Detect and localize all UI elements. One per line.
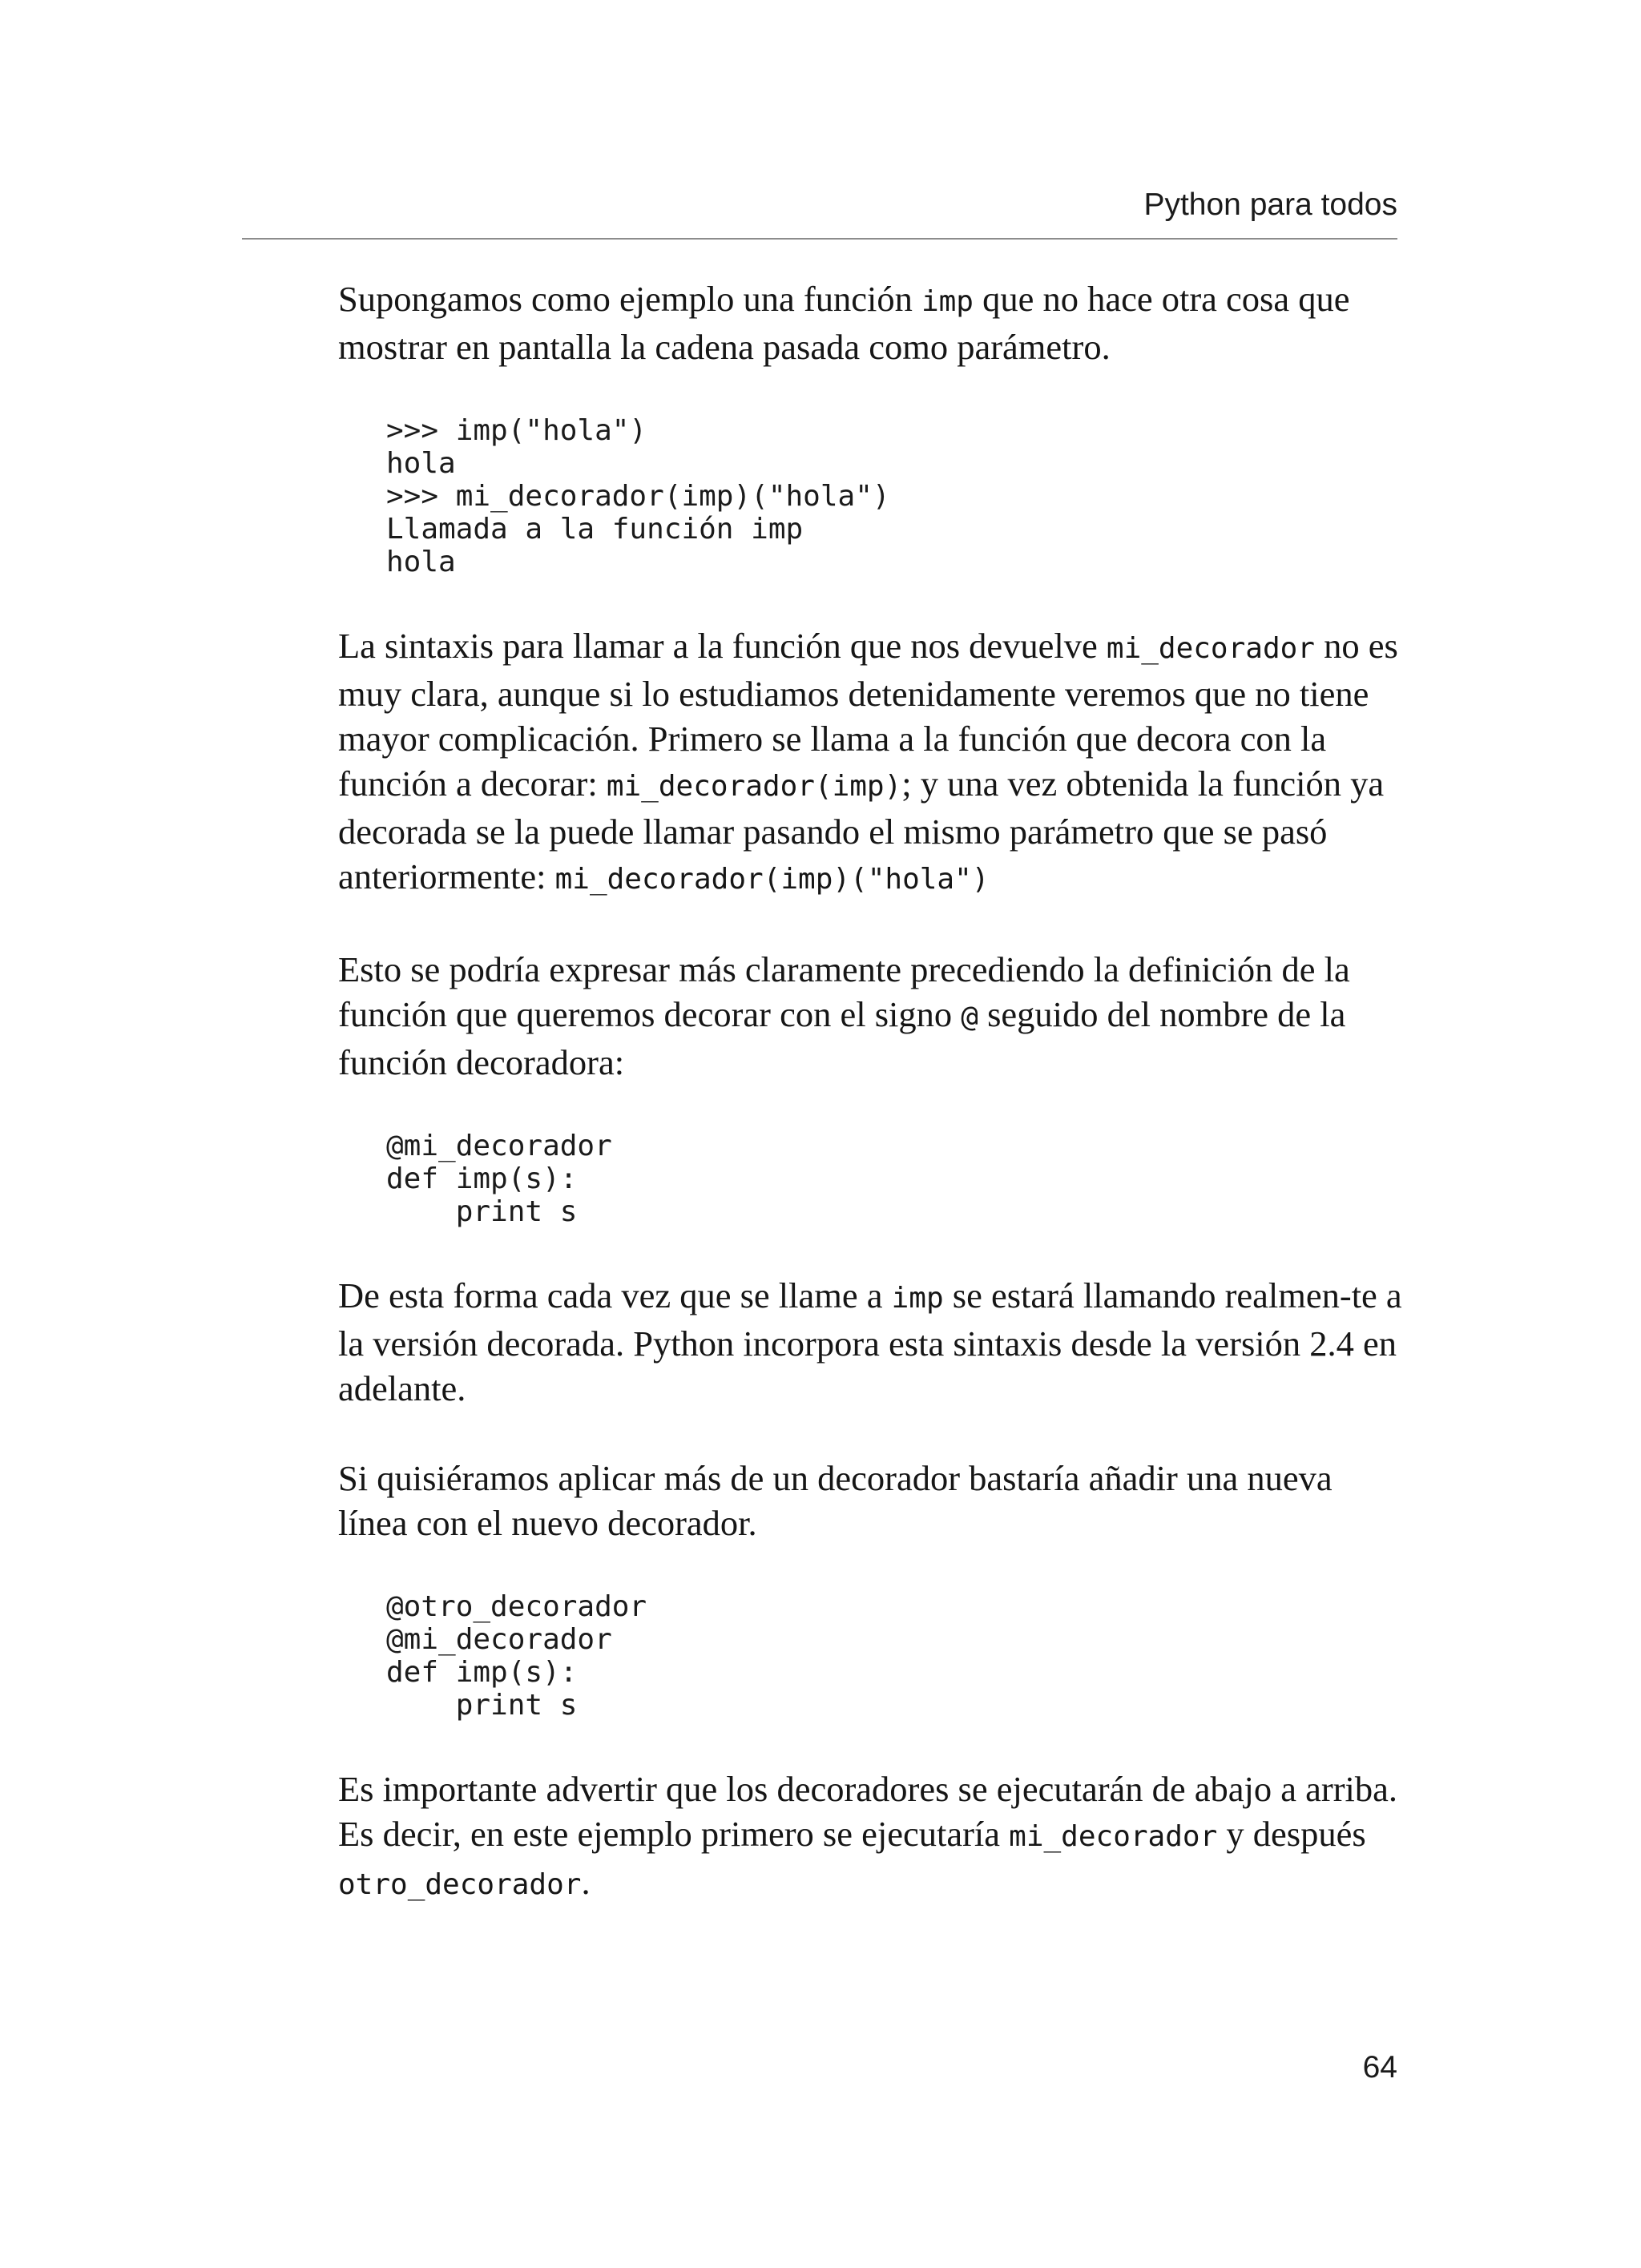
text-run: seguido del nombre de la función decoradora: [338, 994, 1346, 1082]
page-body [338, 276, 1402, 1907]
paragraph-5 [338, 1456, 1402, 1545]
paragraph-1 [338, 276, 1402, 369]
text-run: De esta forma cada vez que se llame a [338, 1275, 892, 1315]
text-run: Esto se podría expresar más claramente precediendo la definición de la función que queremos decorar con el signo [338, 949, 1350, 1034]
text-run: que no hace otra cosa que mostrar en pantalla la cadena pasada como parámetro. [338, 279, 1350, 367]
text-run: . [581, 1862, 591, 1902]
text-run: Es importante advertir que los decoradores se ejecutarán de abajo a arriba. Es decir, en este ejemplo primero se ejecutaría [338, 1769, 1398, 1854]
code-block-1: >>> imp("hola") hola >>> mi_decorador(imp)("hola") Llamada a la función imp hola [386, 414, 890, 578]
paragraph-4 [338, 1273, 1402, 1411]
inline-code: mi_decorador(imp)("hola") [554, 863, 990, 896]
inline-code: otro_decorador [338, 1868, 582, 1901]
page-number: 64 [1362, 2050, 1397, 2085]
running-header: Python para todos [1143, 187, 1397, 222]
text-run: La sintaxis para llamar a la función que nos devuelve [338, 626, 1107, 666]
paragraph-2 [338, 623, 1402, 902]
inline-code: imp [891, 1282, 944, 1315]
inline-code: mi_decorador [1106, 632, 1315, 665]
code-block-3: @otro_decorador @mi_decorador def imp(s): print s [386, 1590, 647, 1722]
text-run: se estará llamando realmen-te a la versión decorada. Python incorpora esta sintaxis desde la versión 2.4 en adelante. [338, 1275, 1402, 1408]
inline-code: imp [921, 285, 974, 318]
text-run: y después [1217, 1814, 1366, 1854]
text-run: no es muy clara, aunque si lo estudiamos detenidamente veremos que no tiene mayor complicación. Primero se llama a la función que decora con la función a decorar: [338, 626, 1398, 804]
text-run: Si quisiéramos aplicar más de un decorador bastaría añadir una nueva línea con el nuevo decorador. [338, 1458, 1333, 1543]
paragraph-3 [338, 947, 1402, 1085]
inline-code: mi_decorador(imp) [606, 770, 902, 803]
text-run: ; y una vez obtenida la función ya decorada se la puede llamar pasando el mismo parámetro que se pasó anteriormente: [338, 763, 1385, 896]
inline-code: @ [961, 1001, 978, 1033]
text-run: Supongamos como ejemplo una función [338, 279, 921, 319]
paragraph-6 [338, 1766, 1402, 1907]
inline-code: mi_decorador [1009, 1820, 1218, 1853]
code-block-2: @mi_decorador def imp(s): print s [386, 1130, 612, 1228]
header-rule [242, 238, 1397, 240]
